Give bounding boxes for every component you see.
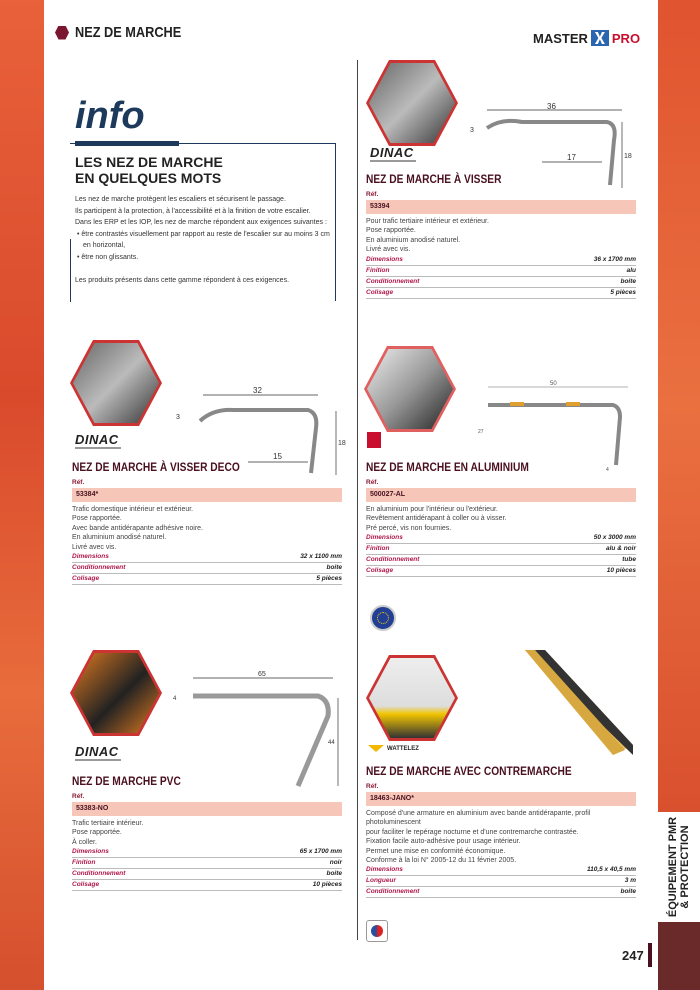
spec-row	[72, 858, 342, 869]
dim-label: 4	[173, 696, 177, 702]
spec-key: Dimensions	[366, 866, 403, 874]
logo-pro: PRO	[611, 30, 641, 46]
product-description	[366, 217, 636, 255]
stair-nosing-photo	[505, 645, 635, 760]
spec-row	[366, 876, 636, 887]
ref-value: 500027-AL	[366, 488, 636, 502]
column-divider	[357, 60, 358, 940]
dim-label: 65	[258, 671, 266, 678]
spec-row	[72, 563, 342, 574]
spec-row	[366, 544, 636, 555]
spec-key: Dimensions	[366, 255, 403, 263]
spec-value: alu & noir	[606, 545, 636, 553]
product-title: NEZ DE MARCHE À VISSER DECO	[72, 460, 240, 474]
spec-value: noir	[329, 859, 342, 867]
product-block	[366, 172, 636, 299]
spec-key: Dimensions	[72, 553, 109, 561]
spec-row	[366, 887, 636, 898]
description-line: pour faciliter le repérage nocturne et d'une contremarche contrastée.	[366, 828, 579, 836]
product-block	[72, 460, 342, 585]
spec-row	[72, 880, 342, 891]
spec-table	[366, 255, 636, 299]
logo-master: MASTER	[533, 30, 588, 46]
ref-label: Réf.	[366, 479, 379, 486]
product-block	[366, 764, 636, 898]
description-line: En aluminium anodisé naturel.	[366, 236, 461, 244]
info-title-line: LES NEZ DE MARCHE	[75, 154, 223, 170]
description-line: En aluminium anodisé naturel.	[72, 534, 167, 542]
spec-table	[366, 865, 636, 898]
profile-diagram	[478, 375, 638, 473]
info-paragraph: Ils participent à la protection, à l'accessibilité et à la finition de votre escalier.	[75, 207, 311, 215]
description-line: En aluminium pour l'intérieur ou l'extérieur.	[366, 506, 498, 513]
dim-label: 15	[273, 452, 282, 461]
ref-label: Réf.	[72, 479, 85, 486]
dim-label: 4	[606, 467, 609, 473]
product-block	[366, 460, 636, 577]
section-tab	[658, 812, 700, 922]
description-line: Livré avec vis.	[366, 246, 411, 254]
product-photo	[366, 60, 458, 146]
spec-value: 5 pièces	[610, 288, 636, 296]
spec-key: Finition	[366, 545, 390, 553]
description-line: Avec bande antidérapante adhésive noire.	[72, 524, 204, 532]
product-photo	[364, 346, 456, 432]
spec-key: Dimensions	[72, 848, 109, 856]
ref-value: 18463-JANO*	[366, 792, 636, 806]
description-line: À coller.	[72, 838, 97, 846]
product-photo	[70, 340, 162, 426]
product-block	[72, 774, 342, 891]
spec-table	[72, 847, 342, 891]
description-line: Trafic tertiaire intérieur.	[72, 820, 144, 827]
description-line: Pour trafic tertiaire intérieur et extérieur.	[366, 218, 489, 225]
info-bullet: • être non glissants.	[77, 253, 139, 261]
dim-label: 44	[328, 740, 335, 746]
dim-label: 50	[550, 381, 557, 387]
section-label-2: & PROTECTION	[679, 825, 691, 909]
spec-key: Colisage	[72, 881, 100, 889]
description-line: Livré avec vis.	[72, 543, 117, 551]
dim-label: 36	[547, 102, 556, 111]
spec-value: 50 x 3000 mm	[593, 534, 636, 542]
dim-label: 32	[253, 386, 262, 395]
product-description	[366, 809, 636, 865]
spec-value: 5 pièces	[316, 575, 342, 583]
ref-label: Réf.	[366, 783, 379, 790]
product-description	[366, 505, 636, 533]
spec-key: Conditionnement	[366, 556, 420, 564]
dinac-logo: DINAC	[75, 744, 121, 761]
ref-label: Réf.	[366, 191, 379, 198]
ref-value: 53383-NO	[72, 802, 342, 816]
spec-value: 36 x 1700 mm	[593, 255, 636, 263]
ref-value: 53394	[366, 200, 636, 214]
description-line: Composé d'une armature en aluminium avec bande antidérapante, profil photoluminescent	[366, 810, 591, 827]
spec-row	[72, 869, 342, 880]
product-photo	[366, 655, 458, 741]
spec-row	[366, 277, 636, 288]
spec-key: Finition	[72, 859, 96, 867]
page-number: 247	[622, 948, 644, 963]
wattelez-logo: WATTELEZ	[368, 745, 419, 752]
spec-key: Conditionnement	[72, 564, 126, 572]
dim-label: 17	[567, 153, 576, 162]
spec-row	[366, 533, 636, 544]
info-bullet: • être contrastés visuellement par rapport au reste de l'escalier sur au moins 3 cm en horizontal,	[77, 230, 330, 249]
info-title	[75, 154, 223, 186]
spec-row	[366, 865, 636, 876]
description-line: Pose rapportée.	[366, 227, 416, 235]
ref-value: 53384*	[72, 488, 342, 502]
masterpro-logo	[533, 30, 640, 46]
page-header	[55, 24, 200, 41]
spec-row	[366, 266, 636, 277]
info-text	[75, 194, 330, 287]
dim-label: 18	[624, 153, 632, 160]
info-paragraph: Dans les ERP et les IOP, les nez de marche répondent aux exigences suivantes :	[75, 219, 327, 226]
logo-x-icon	[591, 30, 609, 46]
side-decoration	[658, 922, 700, 990]
spec-value: 110,5 x 40,5 mm	[586, 866, 636, 874]
description-line: Pré percé, vis non fournies.	[366, 524, 452, 532]
page-title: NEZ DE MARCHE	[75, 24, 182, 41]
product-title: NEZ DE MARCHE EN ALUMINIUM	[366, 460, 529, 474]
spec-row	[72, 847, 342, 858]
accessibility-icon	[366, 920, 388, 942]
description-line: Pose rapportée.	[72, 515, 122, 523]
section-label-1: ÉQUIPEMENT PMR	[667, 816, 679, 918]
product-photo	[70, 650, 162, 736]
dinac-logo: DINAC	[370, 145, 416, 162]
spec-row	[366, 566, 636, 577]
spec-value: alu	[626, 266, 636, 274]
spec-value: 65 x 1700 mm	[299, 848, 342, 856]
page-number-bar	[648, 943, 652, 967]
description-line: Permet une mise en conformité économique.	[366, 847, 506, 855]
dim-label: 3	[176, 414, 180, 421]
spec-value: 32 x 1100 mm	[300, 553, 342, 561]
ref-label: Réf.	[72, 793, 85, 800]
spec-value: boite	[326, 564, 342, 572]
spec-value: 10 pièces	[312, 881, 342, 889]
spec-value: 10 pièces	[606, 567, 636, 575]
spec-table	[72, 552, 342, 585]
spec-key: Colisage	[366, 567, 394, 575]
background-left	[0, 0, 44, 990]
product-title: NEZ DE MARCHE PVC	[72, 774, 181, 788]
product-description	[72, 819, 342, 847]
spec-key: Dimensions	[366, 534, 403, 542]
spec-row	[72, 552, 342, 563]
spec-value: boite	[620, 888, 636, 896]
spec-table	[366, 533, 636, 577]
description-line: Revêtement antidérapant à coller ou à visser.	[366, 515, 507, 523]
spec-key: Colisage	[366, 288, 394, 296]
background-right	[658, 0, 700, 812]
info-heading: info	[75, 95, 145, 137]
description-line: Pose rapportée.	[72, 829, 122, 837]
description-line: Trafic domestique intérieur et extérieur.	[72, 506, 194, 513]
brand-logo	[367, 432, 381, 448]
dinac-logo: DINAC	[75, 432, 121, 449]
spec-key: Conditionnement	[366, 888, 420, 896]
spec-row	[366, 288, 636, 299]
spec-row	[366, 555, 636, 566]
spec-key: Conditionnement	[366, 277, 420, 285]
description-line: Fixation facile auto-adhésive pour usage intérieur.	[366, 838, 521, 846]
description-line: Conforme à la loi N° 2005-12 du 11 février 2005.	[366, 857, 517, 865]
spec-key: Conditionnement	[72, 870, 126, 878]
spec-row	[72, 574, 342, 585]
info-paragraph: Les produits présents dans cette gamme répondent à ces exigences.	[75, 277, 290, 284]
hexagon-icon	[55, 26, 69, 40]
spec-row	[366, 255, 636, 266]
info-paragraph: Les nez de marche protègent les escaliers et sécurisent le passage.	[75, 196, 286, 203]
dim-label: 27	[478, 429, 484, 435]
spec-key: Longueur	[366, 877, 396, 885]
spec-value: boite	[620, 277, 636, 285]
dim-label: 18	[338, 440, 346, 447]
spec-key: Finition	[366, 266, 390, 274]
product-title: NEZ DE MARCHE À VISSER	[366, 172, 502, 186]
product-description	[72, 505, 342, 552]
product-title: NEZ DE MARCHE AVEC CONTREMARCHE	[366, 764, 572, 778]
info-title-line: EN QUELQUES MOTS	[75, 170, 222, 186]
spec-value: boite	[326, 870, 342, 878]
eu-badge-icon	[370, 605, 396, 631]
spec-value: tube	[622, 556, 636, 564]
dim-label: 3	[470, 127, 474, 134]
spec-key: Colisage	[72, 575, 100, 583]
spec-value: 3 m	[624, 877, 636, 885]
